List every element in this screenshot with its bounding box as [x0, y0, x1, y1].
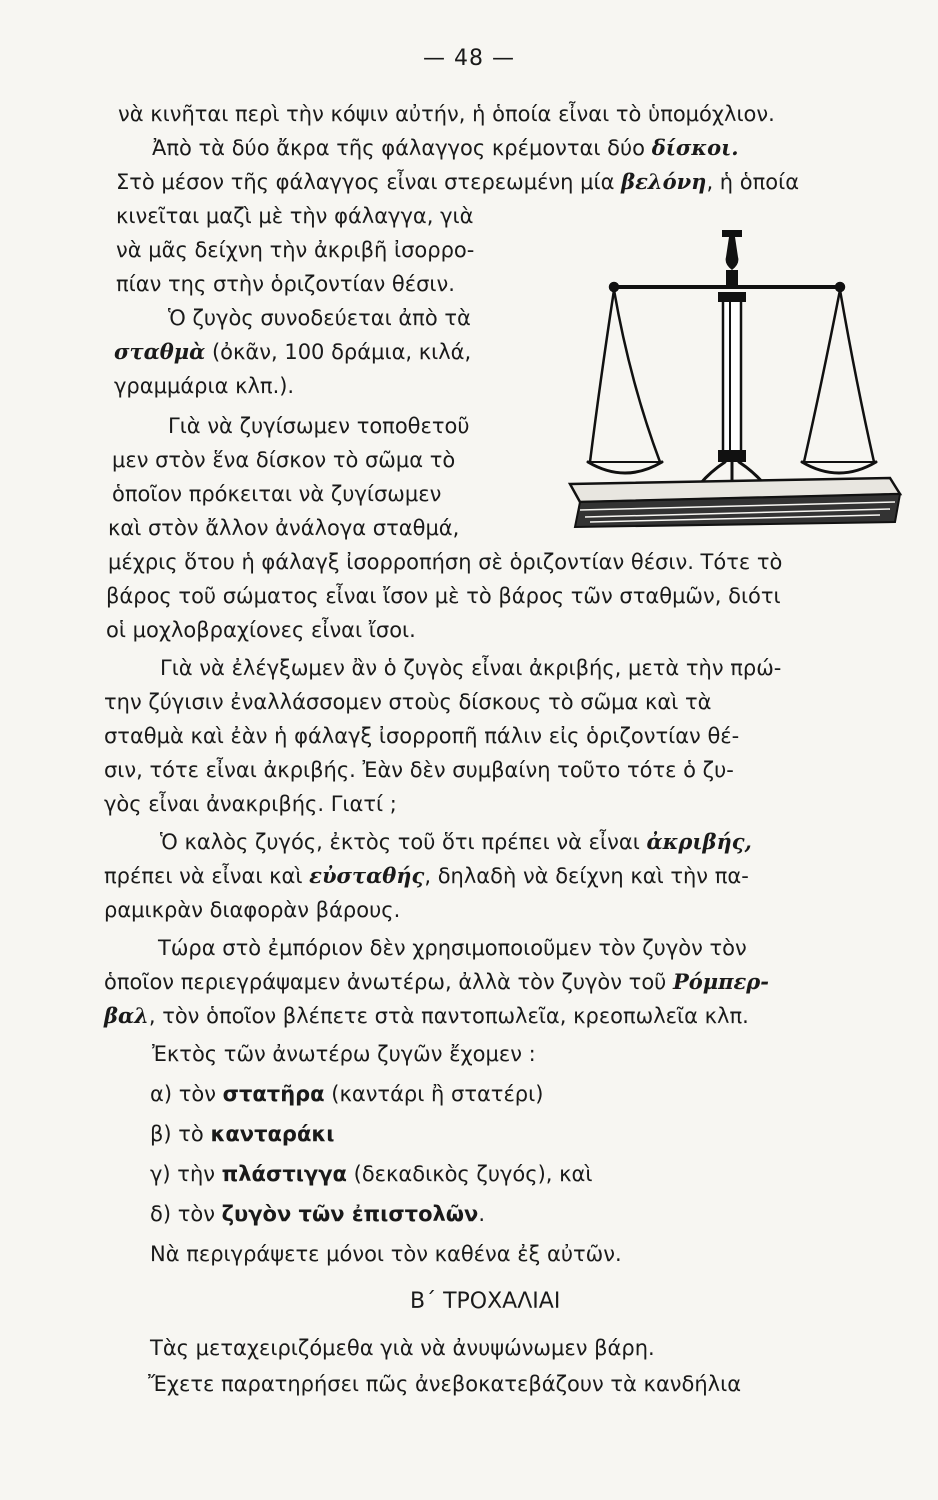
text-line: την ζύγισιν ἐναλλάσσομεν στοὺς δίσκους τὸ σῶμα καὶ τὰ [104, 690, 712, 714]
term-weights: σταθμὰ [114, 339, 206, 364]
list-item: γ) τὴν πλάστιγγα (δεκαδικὸς ζυγός), καὶ [150, 1162, 593, 1186]
text-line: οἱ μοχλοβραχίονες εἶναι ἴσοι. [106, 618, 416, 642]
list-item: β) τὸ κανταράκι [150, 1122, 335, 1146]
text-line: Ὁ ζυγὸς συνοδεύεται ἀπὸ τὰ [168, 306, 471, 330]
term-needle: βελόνη [621, 169, 707, 194]
page-number: — 48 — [423, 46, 515, 71]
text-line: σταθμὰ (ὀκᾶν, 100 δράμια, κιλά, [114, 339, 472, 364]
text-line: Τώρα στὸ ἐμπόριον δὲν χρησιμοποιοῦμεν τὸν ζυγὸν τὸν [158, 936, 747, 960]
text-line: κινεῖται μαζὶ μὲ τὴν φάλαγγα, γιὰ [116, 204, 474, 228]
text-line: σιν, τότε εἶναι ἀκριβής. Ἐὰν δὲν συμβαίνη τοῦτο τότε ὁ ζυ- [104, 758, 734, 782]
text-line: Ἀπὸ τὰ δύο ἄκρα τῆς φάλαγγος κρέμονται δύο δίσκοι. [152, 135, 739, 160]
text-line: γραμμάρια κλπ.). [114, 374, 295, 398]
text-line: Γιὰ νὰ ἐλέγξωμεν ἂν ὁ ζυγὸς εἶναι ἀκριβής, μετὰ τὴν πρώ- [160, 656, 782, 680]
text-line: Ὁ καλὸς ζυγός, ἐκτὸς τοῦ ὅτι πρέπει νὰ εἶναι ἀκριβής, [160, 829, 752, 854]
text-line: ὁποῖον περιεγράψαμεν ἀνωτέρω, ἀλλὰ τὸν ζυγὸν τοῦ Ρόμπερ- [104, 969, 769, 994]
text-line: Στὸ μέσον τῆς φάλαγγος εἶναι στερεωμένη μία βελόνη, ἡ ὁποία [116, 169, 800, 194]
term-roberval: Ρόμπερ- [673, 969, 769, 994]
list-item: δ) τὸν ζυγὸν τῶν ἐπιστολῶν. [150, 1202, 486, 1226]
text-line: βαλ, τὸν ὁποῖον βλέπετε στὰ παντοπωλεῖα, κρεοπωλεῖα κλπ. [104, 1003, 749, 1028]
term-stable: εὐσταθής [309, 863, 425, 888]
text-line: νὰ μᾶς δείχνη τὴν ἀκριβῆ ἰσορρο- [116, 238, 475, 262]
text-line: καὶ στὸν ἄλλον ἀνάλογα σταθμά, [108, 516, 460, 540]
text-line: νὰ κινῆται περὶ τὴν κόψιν αὐτήν, ἡ ὁποία εἶναι τὸ ὑπομόχλιον. [118, 102, 775, 126]
text-line: Ἔχετε παρατηρήσει πῶς ἀνεβοκατεβάζουν τὰ κανδήλια [148, 1372, 742, 1396]
text-line: πρέπει νὰ εἶναι καὶ εὐσταθής, δηλαδὴ νὰ δείχνη καὶ τὴν πα- [104, 863, 749, 888]
list-item: α) τὸν στατῆρα (καντάρι ἢ στατέρι) [150, 1082, 544, 1106]
section-heading: Β΄ ΤΡΟΧΑΛΙΑΙ [410, 1289, 561, 1314]
term-discs: δίσκοι. [651, 135, 739, 160]
text-line: Ἐκτὸς τῶν ἀνωτέρω ζυγῶν ἔχομεν : [152, 1042, 536, 1066]
text-line: ὁποῖον πρόκειται νὰ ζυγίσωμεν [112, 482, 442, 506]
text-line: γὸς εἶναι ἀνακριβής. Γιατί ; [104, 792, 397, 816]
term-accurate: ἀκριβής, [646, 829, 752, 854]
text-line: μέχρις ὅτου ἡ φάλαγξ ἰσορροπήση σὲ ὁριζοντίαν θέσιν. Τότε τὸ [108, 550, 783, 574]
text-line: μεν στὸν ἕνα δίσκον τὸ σῶμα τὸ [112, 448, 456, 472]
text-line: πίαν της στὴν ὁριζοντίαν θέσιν. [116, 272, 455, 296]
text-line: σταθμὰ καὶ ἐὰν ἡ φάλαγξ ἰσορροπῆ πάλιν εἰς ὁριζοντίαν θέ- [104, 724, 740, 748]
term-roberval-end: βαλ [104, 1003, 149, 1028]
text-line: βάρος τοῦ σώματος εἶναι ἴσον μὲ τὸ βάρος τῶν σταθμῶν, διότι [106, 584, 781, 608]
text-line: Νὰ περιγράψετε μόνοι τὸν καθένα ἐξ αὐτῶν. [150, 1242, 622, 1266]
text-line: Γιὰ νὰ ζυγίσωμεν τοποθετοῦ [168, 414, 470, 438]
text-line: ραμικρὰν διαφορὰν βάρους. [104, 898, 401, 922]
text-line: Τὰς μεταχειριζόμεθα γιὰ νὰ ἀνυψώνωμεν βάρη. [150, 1336, 655, 1360]
balance-scale-illustration [560, 222, 905, 532]
